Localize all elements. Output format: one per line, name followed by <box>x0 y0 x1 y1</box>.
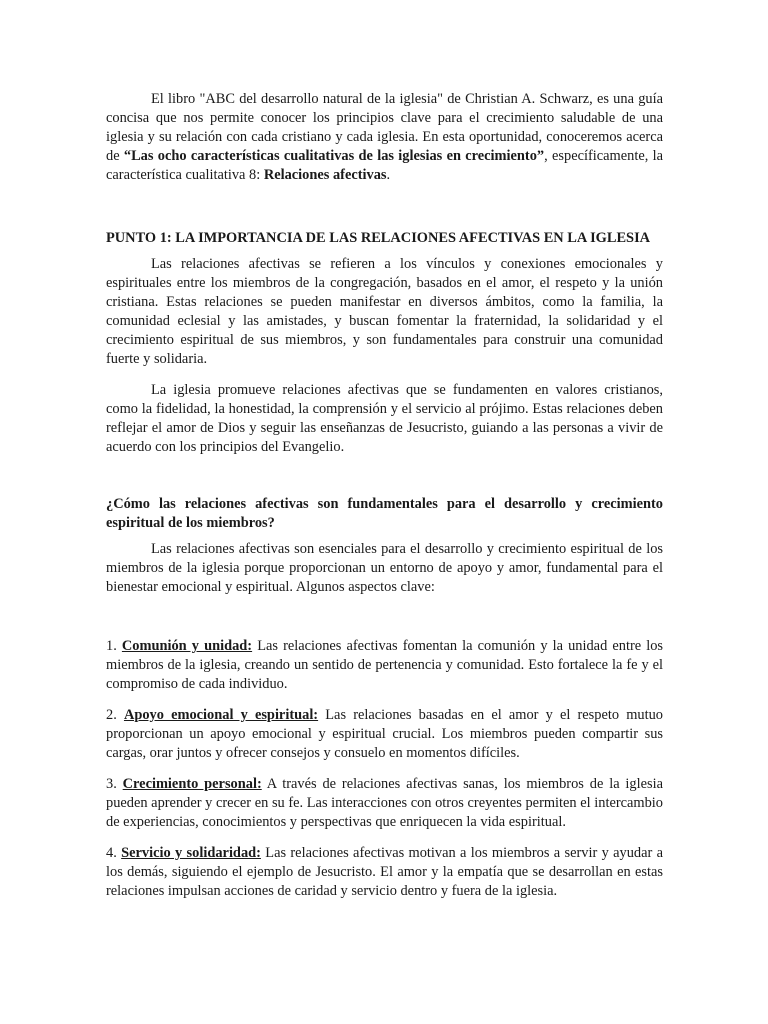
list-item-number: 1. <box>106 638 122 654</box>
section2-paragraph-1: Las relaciones afectivas son esenciales para el desarrollo y crecimiento espiritual de los miembros de la iglesia porque proporcionan un entorno de apoyo y amor, fundamental para el bienestar emocional y espiritual. Algunos aspectos clave: <box>106 541 663 595</box>
intro-text-2: , específicamente, la característica cualitativa 8: <box>106 148 663 183</box>
list-item-text: A través de relaciones afectivas sanas, los miembros de la iglesia pueden aprender y crecer en su fe. Las interacciones con otros creyentes permiten el intercambio de experiencias, conocimientos y perspectivas que enriquecen la vida espiritual. <box>106 776 663 830</box>
section1-paragraph-1: Las relaciones afectivas se refieren a los vínculos y conexiones emocionales y espirituales entre los miembros de la congregación, basados en el amor, el respeto y la unión cristiana. Estas relaciones se pueden manifestar en diversos ámbitos, como la familia, la comunidad eclesial y las amistades, y buscan fomentar la fraternidad, la solidaridad y el crecimiento espiritual de sus miembros, y son fundamentales para construir una comunidad fuerte y solidaria. <box>106 256 663 367</box>
list-item-text: Las relaciones afectivas motivan a los miembros a servir y ayudar a los demás, siguiendo el ejemplo de Jesucristo. El amor y la empatía que se desarrollan en estas relaciones impulsan acciones de caridad y servicio dentro y fuera de la iglesia. <box>106 845 663 899</box>
list-item <box>106 844 663 901</box>
intro-text-3: . <box>386 167 391 183</box>
list-item-title: Crecimiento personal: <box>122 776 262 792</box>
list-item <box>106 637 663 694</box>
list-item <box>106 706 663 763</box>
list-item-title: Servicio y solidaridad: <box>121 845 261 861</box>
intro-bold-topic: Relaciones afectivas <box>263 167 387 183</box>
section1-heading: PUNTO 1: LA IMPORTANCIA DE LAS RELACIONES AFECTIVAS EN LA IGLESIA <box>106 230 651 246</box>
intro-paragraph <box>106 90 663 185</box>
intro-bold-title: “Las ocho características cualitativas de las iglesias en crecimiento” <box>123 148 545 164</box>
list-item-number: 4. <box>106 845 122 861</box>
section1-paragraph-2: La iglesia promueve relaciones afectivas que se fundamenten en valores cristianos, como la fidelidad, la honestidad, la comprensión y el servicio al prójimo. Estas relaciones deben reflejar el amor de Dios y seguir las enseñanzas de Jesucristo, guiando a las personas a vivir de acuerdo con los principios del Evangelio. <box>106 382 663 455</box>
list-item-text: Las relaciones basadas en el amor y el respeto mutuo proporcionan un apoyo emocional y espiritual crucial. Los miembros pueden compartir sus cargas, orar juntos y ofrecer consejos y consuelo en momentos difíciles. <box>106 707 663 761</box>
list-item-number: 2. <box>106 707 124 723</box>
section2-heading: ¿Cómo las relaciones afectivas son fundamentales para el desarrollo y crecimiento espiritual de los miembros? <box>106 496 663 531</box>
list-item-title: Comunión y unidad: <box>121 638 253 654</box>
list-item-text: Las relaciones afectivas fomentan la comunión y la unidad entre los miembros de la iglesia, creando un sentido de pertenencia y comunidad. Esto fortalece la fe y el compromiso de cada individuo. <box>106 638 664 692</box>
intro-text-1: El libro "ABC del desarrollo natural de la iglesia" de Christian A. Schwarz, es una guía concisa que nos permite conocer los principios clave para el crecimiento saludable de una iglesia y su relación con cada cristiano y cada iglesia. En esta oportunidad, conoceremos acerca de <box>106 91 663 164</box>
list-item <box>106 775 663 832</box>
list-item-title: Apoyo emocional y espiritual: <box>123 707 319 723</box>
list-item-number: 3. <box>106 776 123 792</box>
